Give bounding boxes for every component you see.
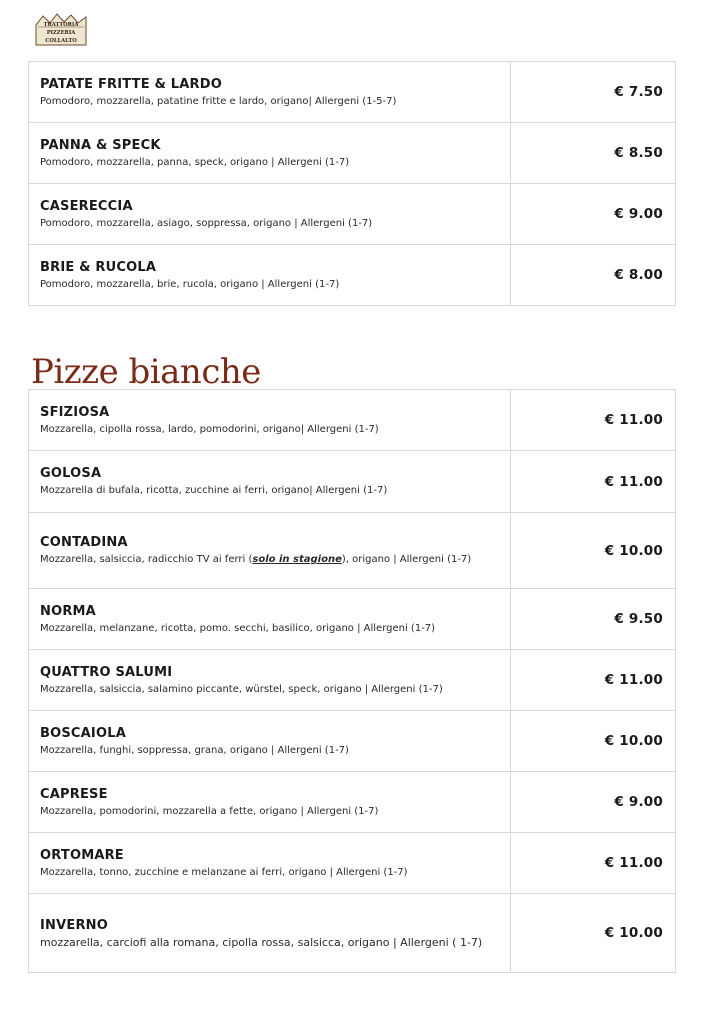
logo-emblem-icon	[33, 11, 89, 47]
item-name: GOLOSA	[40, 466, 102, 481]
logo-line-2: PIZZERIA	[46, 30, 76, 36]
item-price: € 11.00	[511, 390, 676, 451]
menu-item-cell	[29, 184, 511, 245]
menu-item-cell	[29, 772, 511, 833]
desc-part: ), origano | Allergeni (1-7)	[341, 554, 472, 565]
menu-row	[29, 650, 676, 711]
item-description: mozzarella, carciofi alla romana, cipolla rossa, salsicca, origano | Allergeni ( 1-7)	[40, 935, 483, 949]
menu-item-cell	[29, 123, 511, 184]
menu-row	[29, 772, 676, 833]
item-description: Mozzarella, cipolla rossa, lardo, pomodorini, origano| Allergeni (1-7)	[40, 423, 379, 435]
menu-item-cell	[29, 390, 511, 451]
item-price: € 8.00	[511, 245, 676, 306]
menu-item-cell	[29, 245, 511, 306]
item-description: Mozzarella, pomodorini, mozzarella a fette, origano | Allergeni (1-7)	[40, 805, 379, 817]
menu-item-cell	[29, 711, 511, 772]
item-description: Pomodoro, mozzarella, asiago, soppressa, origano | Allergeni (1-7)	[40, 217, 373, 229]
menu-item-cell	[29, 650, 511, 711]
item-name: CASERECCIA	[40, 198, 133, 214]
menu-table-pizze-bianche	[28, 389, 676, 973]
menu-item-cell	[29, 62, 511, 123]
restaurant-logo	[33, 11, 89, 47]
logo-line-1: TRATTORIA	[43, 22, 79, 28]
menu-item-cell	[29, 833, 511, 894]
menu-row	[29, 245, 676, 306]
item-price: € 8.50	[511, 123, 676, 184]
menu-row	[29, 123, 676, 184]
item-price: € 10.00	[511, 894, 676, 973]
item-name: NORMA	[40, 603, 96, 619]
item-price: € 10.00	[511, 513, 676, 589]
item-name: SFIZIOSA	[40, 404, 110, 420]
logo-line-3: COLLALTO	[45, 38, 77, 44]
menu-item-cell	[29, 894, 511, 973]
seasonal-note: solo in stagione	[252, 554, 342, 565]
item-description	[40, 552, 500, 567]
item-name: PANNA & SPECK	[40, 137, 161, 153]
menu-item-cell	[29, 589, 511, 650]
item-description: Pomodoro, mozzarella, patatine fritte e lardo, origano| Allergeni (1-5-7)	[40, 95, 397, 107]
item-price: € 11.00	[511, 451, 676, 513]
menu-row	[29, 451, 676, 513]
item-name: PATATE FRITTE & LARDO	[40, 76, 222, 92]
item-description: Mozzarella, salsiccia, salamino piccante, würstel, speck, origano | Allergeni (1-7)	[40, 683, 443, 695]
item-name: BRIE & RUCOLA	[40, 259, 157, 275]
menu-table-pizze-rosse	[28, 61, 676, 306]
menu-row	[29, 894, 676, 973]
menu-row	[29, 589, 676, 650]
item-name: CONTADINA	[40, 535, 128, 550]
item-price: € 11.00	[511, 650, 676, 711]
menu-item-cell	[29, 513, 511, 589]
item-description: Mozzarella, melanzane, ricotta, pomo. secchi, basilico, origano | Allergeni (1-7)	[40, 622, 436, 634]
item-description: Mozzarella, funghi, soppressa, grana, origano | Allergeni (1-7)	[40, 744, 349, 756]
section-title-pizze-bianche: Pizze bianche	[31, 352, 261, 392]
item-name: INVERNO	[40, 917, 108, 933]
item-price: € 7.50	[511, 62, 676, 123]
menu-row	[29, 390, 676, 451]
item-name: BOSCAIOLA	[40, 725, 126, 741]
item-price: € 10.00	[511, 711, 676, 772]
item-price: € 9.50	[511, 589, 676, 650]
item-price: € 9.00	[511, 772, 676, 833]
item-description: Mozzarella, tonno, zucchine e melanzane ai ferri, origano | Allergeni (1-7)	[40, 866, 408, 878]
desc-part: Mozzarella, salsiccia, radicchio TV ai ferri (	[40, 554, 253, 565]
item-name: CAPRESE	[40, 786, 108, 802]
item-description: Mozzarella di bufala, ricotta, zucchine ai ferri, origano| Allergeni (1-7)	[40, 485, 388, 496]
item-name: QUATTRO SALUMI	[40, 664, 173, 680]
menu-item-cell	[29, 451, 511, 513]
menu-row	[29, 513, 676, 589]
item-price: € 9.00	[511, 184, 676, 245]
item-name: ORTOMARE	[40, 847, 124, 863]
item-description: Pomodoro, mozzarella, brie, rucola, origano | Allergeni (1-7)	[40, 278, 340, 290]
item-price: € 11.00	[511, 833, 676, 894]
menu-row	[29, 62, 676, 123]
item-description: Pomodoro, mozzarella, panna, speck, origano | Allergeni (1-7)	[40, 156, 350, 168]
menu-row	[29, 833, 676, 894]
menu-row	[29, 184, 676, 245]
menu-row	[29, 711, 676, 772]
